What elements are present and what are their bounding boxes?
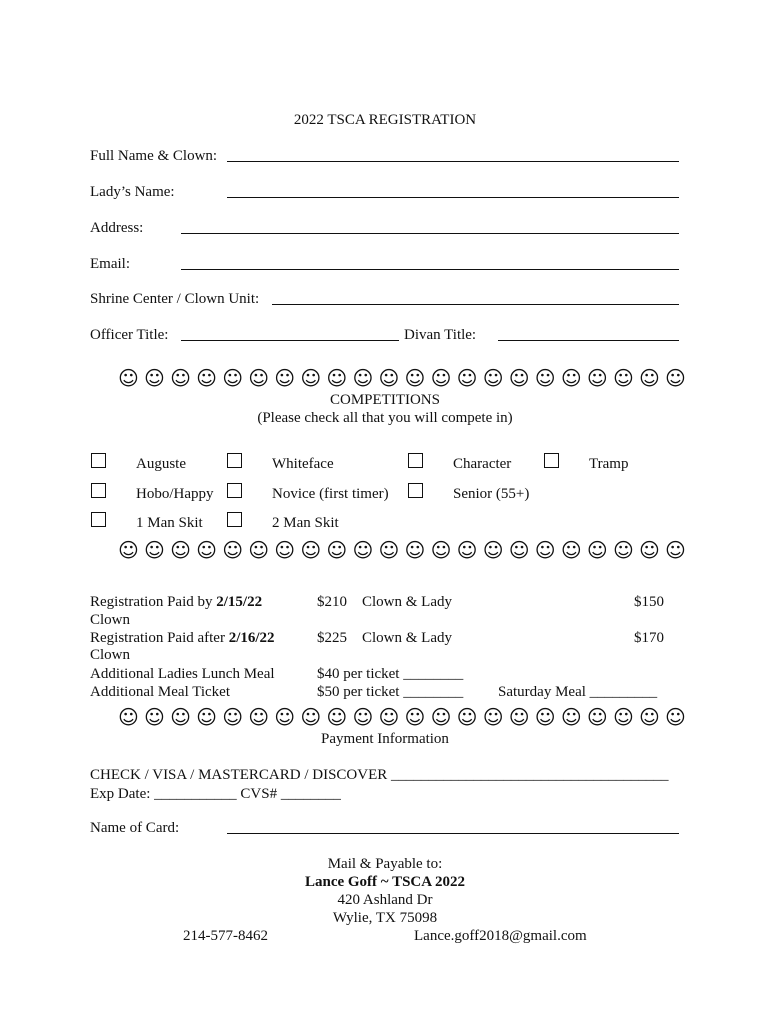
address-label: Address: bbox=[90, 220, 144, 236]
name-on-card-label: Name of Card: bbox=[90, 820, 180, 836]
senior-checkbox[interactable] bbox=[408, 483, 423, 498]
competitions-instruction: (Please check all that you will compete in) bbox=[257, 410, 513, 426]
auguste-checkbox[interactable] bbox=[91, 453, 106, 468]
late-registration-label: Registration Paid after 2/16/22 bbox=[90, 630, 275, 646]
late-deadline-date: 2/16/22 bbox=[228, 630, 275, 646]
character-checkbox[interactable] bbox=[408, 453, 423, 468]
early-clown-lady-price: $150 bbox=[634, 594, 664, 610]
hobo-happy-label: Hobo/Happy bbox=[136, 486, 214, 502]
officer-title-field[interactable] bbox=[181, 340, 399, 341]
smiley-divider: ☺☺☺☺☺☺☺☺☺☺☺☺☺☺☺☺☺☺☺☺☺☺ bbox=[118, 538, 692, 562]
tramp-checkbox[interactable] bbox=[544, 453, 559, 468]
lady-name-label: Lady’s Name: bbox=[90, 184, 175, 200]
form-title: 2022 TSCA REGISTRATION bbox=[293, 112, 477, 128]
early-deadline-date: 2/15/22 bbox=[216, 594, 263, 610]
meal-ticket-label: Additional Meal Ticket bbox=[90, 684, 230, 700]
name-on-card-field[interactable] bbox=[227, 833, 679, 834]
divan-title-label: Divan Title: bbox=[404, 327, 477, 343]
early-clown-label: Clown bbox=[90, 612, 131, 628]
divan-title-field[interactable] bbox=[498, 340, 679, 341]
two-man-skit-checkbox[interactable] bbox=[227, 512, 242, 527]
contact-email[interactable]: Lance.goff2018@gmail.com bbox=[414, 928, 587, 944]
shrine-center-field[interactable] bbox=[272, 304, 679, 305]
whiteface-label: Whiteface bbox=[272, 456, 334, 472]
email-field[interactable] bbox=[181, 269, 679, 270]
early-clown-lady-label: Clown & Lady bbox=[362, 594, 452, 610]
ladies-lunch-label: Additional Ladies Lunch Meal bbox=[90, 666, 275, 682]
mail-heading: Mail & Payable to: bbox=[327, 856, 443, 872]
late-clown-price: $225 bbox=[317, 630, 347, 646]
meal-ticket-price[interactable]: $50 per ticket ________ bbox=[317, 684, 464, 700]
shrine-center-label: Shrine Center / Clown Unit: bbox=[90, 291, 260, 307]
payment-methods-field[interactable]: CHECK / VISA / MASTERCARD / DISCOVER _____________________________________ bbox=[90, 767, 669, 783]
city-state-zip: Wylie, TX 75098 bbox=[332, 910, 438, 926]
character-label: Character bbox=[453, 456, 512, 472]
smiley-divider: ☺☺☺☺☺☺☺☺☺☺☺☺☺☺☺☺☺☺☺☺☺☺ bbox=[118, 705, 692, 729]
contact-phone: 214-577-8462 bbox=[183, 928, 268, 944]
address-field[interactable] bbox=[181, 233, 679, 234]
competitions-heading: COMPETITIONS bbox=[329, 392, 440, 408]
novice-label: Novice (first timer) bbox=[272, 486, 389, 502]
tramp-label: Tramp bbox=[589, 456, 629, 472]
two-man-skit-label: 2 Man Skit bbox=[272, 515, 339, 531]
auguste-label: Auguste bbox=[136, 456, 186, 472]
payee-name: Lance Goff ~ TSCA 2022 bbox=[304, 874, 466, 890]
full-name-field[interactable] bbox=[227, 161, 679, 162]
exp-cvs-field[interactable]: Exp Date: ___________ CVS# ________ bbox=[90, 786, 341, 802]
one-man-skit-label: 1 Man Skit bbox=[136, 515, 203, 531]
payment-heading: Payment Information bbox=[321, 731, 449, 747]
smiley-divider: ☺☺☺☺☺☺☺☺☺☺☺☺☺☺☺☺☺☺☺☺☺☺ bbox=[118, 366, 692, 390]
early-clown-price: $210 bbox=[317, 594, 347, 610]
ladies-lunch-price[interactable]: $40 per ticket ________ bbox=[317, 666, 464, 682]
late-clown-label: Clown bbox=[90, 647, 131, 663]
lady-name-field[interactable] bbox=[227, 197, 679, 198]
senior-label: Senior (55+) bbox=[453, 486, 530, 502]
hobo-happy-checkbox[interactable] bbox=[91, 483, 106, 498]
officer-title-label: Officer Title: bbox=[90, 327, 169, 343]
late-clown-lady-price: $170 bbox=[634, 630, 664, 646]
full-name-label: Full Name & Clown: bbox=[90, 148, 218, 164]
early-registration-label: Registration Paid by 2/15/22 bbox=[90, 594, 263, 610]
whiteface-checkbox[interactable] bbox=[227, 453, 242, 468]
street-address: 420 Ashland Dr bbox=[337, 892, 433, 908]
saturday-meal-field[interactable]: Saturday Meal _________ bbox=[498, 684, 658, 700]
one-man-skit-checkbox[interactable] bbox=[91, 512, 106, 527]
novice-checkbox[interactable] bbox=[227, 483, 242, 498]
late-clown-lady-label: Clown & Lady bbox=[362, 630, 452, 646]
email-label: Email: bbox=[90, 256, 130, 272]
